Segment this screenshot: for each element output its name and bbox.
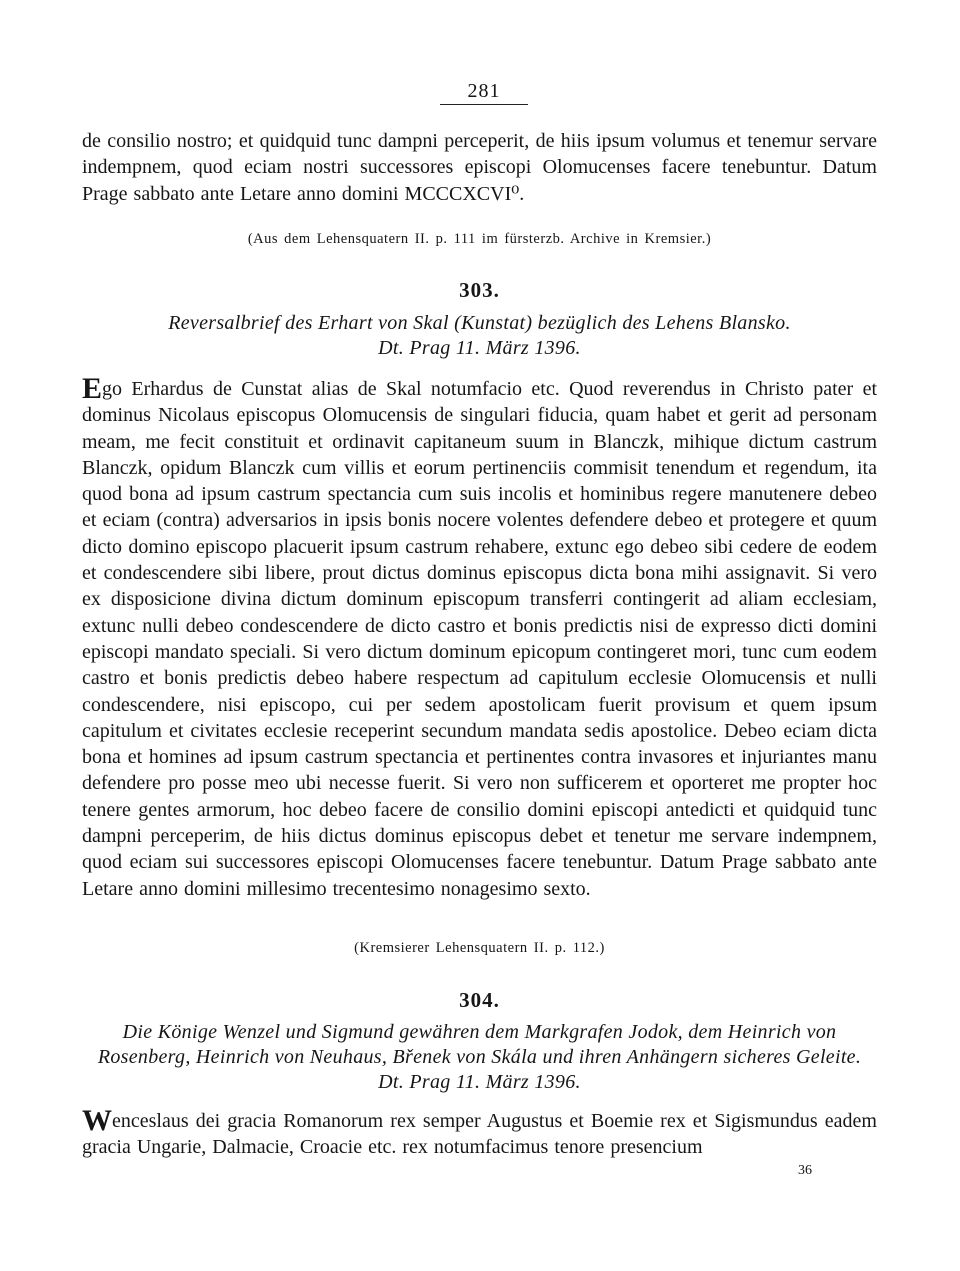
doc-304-body bbox=[82, 1104, 877, 1161]
doc-title-304-line-2: Rosenberg, Heinrich von Neuhaus, Břenek von Skála und ihren Anhängern sicheres Geleite. bbox=[97, 1046, 862, 1068]
doc-title-303 bbox=[82, 311, 877, 361]
doc-title-304-line-1: Die Könige Wenzel und Sigmund gewähren dem Markgrafen Jodok, dem Heinrich von bbox=[122, 1021, 837, 1043]
doc-title-304 bbox=[82, 1020, 877, 1095]
doc-number-303: 303. bbox=[459, 278, 500, 302]
source-note-1: (Aus dem Lehensquatern II. p. 111 im fürsterzb. Archive in Kremsier.) bbox=[247, 231, 712, 247]
doc-303-body-text: go Erhardus de Cunstat alias de Skal notumfacio etc. Quod reverendus in Christo pater et dominus Nicolaus episcopus Olomucensis de singulari fiducia, quam habet et gerit ad personam meam, me fecit constituit et ordinavit capitaneum suum in Blanczk, mihique dictum castrum Blanczk, opidum Blanczk cum villis et eorum pertinenciis commisit tenendum et regendum, ita quod bona ad ipsum castrum spectancia cum suis incolis et hominibus regere manutenere debeo et eciam (contra) adversarios in ipsis bonis nocere volentes defendere debeo et protegere et quum dicto domino episcopo placuerit ipsum castrum rehabere, extunc ego debeo sibi cedere de eodem et condescendere sibi libere, prout dictus dominus episcopus dicta bona mihi assignavit. Si vero ex disposicione divina dictum dominum episcopum transferri contingerit ad aliam ecclesiam, extunc nulli debeo condescendere de dicto castro et bonis predictis nisi de expresso dicti domini episcopi mandato speciali. Si vero dictum dominum epicopum contingeret mori, tunc cum eodem castro et bonis predictis debeo habere respectum ad capitulum ecclesie Olomucensis et nulli condescendere, nisi episcopo, cui per sedem apostolicam fuerit provisum et quem ipsum capitulum et civitates ecclesie receperint secundum mandata sedis apostolice. Debeo eciam dicta bona et homines ad ipsum castrum spectancia et pertinentes contra invasores et injuriantes manu defendere pro posse meo ubi necesse fuerit. Si vero non sufficerem et oporteret me propter hoc tenere gentes armorum, hoc debeo facere de consilio domini episcopi antedicti et quidquid tunc dampni perceperim, de hiis dictus dominus episcopus debet et tenetur me servare indempnem, quod eciam sui successores episcopi Olomucenses facere tenebuntur. Datum Prage sabbato ante Letare anno domini millesimo trecentesimo nonagesimo sexto. bbox=[82, 378, 877, 900]
continuation-text: de consilio nostro; et quidquid tunc dampni perceperit, de hiis ipsum volumus et tenemur servare indempnem, quod eciam nostri successores episcopi Olomucenses facere tenebuntur. Datum Prage sabbato ante Letare anno domini MCCCXCVI⁰. bbox=[82, 130, 877, 205]
doc-number-304: 304. bbox=[459, 988, 500, 1012]
initial-letter-e: E bbox=[82, 372, 103, 405]
source-note-2: (Kremsierer Lehensquatern II. p. 112.) bbox=[354, 940, 605, 956]
signature-mark: 36 bbox=[798, 1163, 812, 1178]
doc-title-304-date: Dt. Prag 11. März 1396. bbox=[378, 1071, 581, 1093]
doc-title-303-date: Dt. Prag 11. März 1396. bbox=[378, 337, 581, 359]
page-number: 281 bbox=[440, 80, 528, 105]
initial-letter-w: W bbox=[82, 1104, 112, 1137]
doc-304-body-text: enceslaus dei gracia Romanorum rex semper Augustus et Boemie rex et Sigismundus eadem gracia Ungarie, Dalmacie, Croacie etc. rex notumfacimus tenore presencium bbox=[82, 1110, 877, 1159]
continuation-paragraph bbox=[82, 128, 877, 207]
doc-303-body bbox=[82, 372, 877, 902]
doc-title-303-line-1: Reversalbrief des Erhart von Skal (Kunstat) bezüglich des Lehens Blansko. bbox=[168, 312, 791, 334]
